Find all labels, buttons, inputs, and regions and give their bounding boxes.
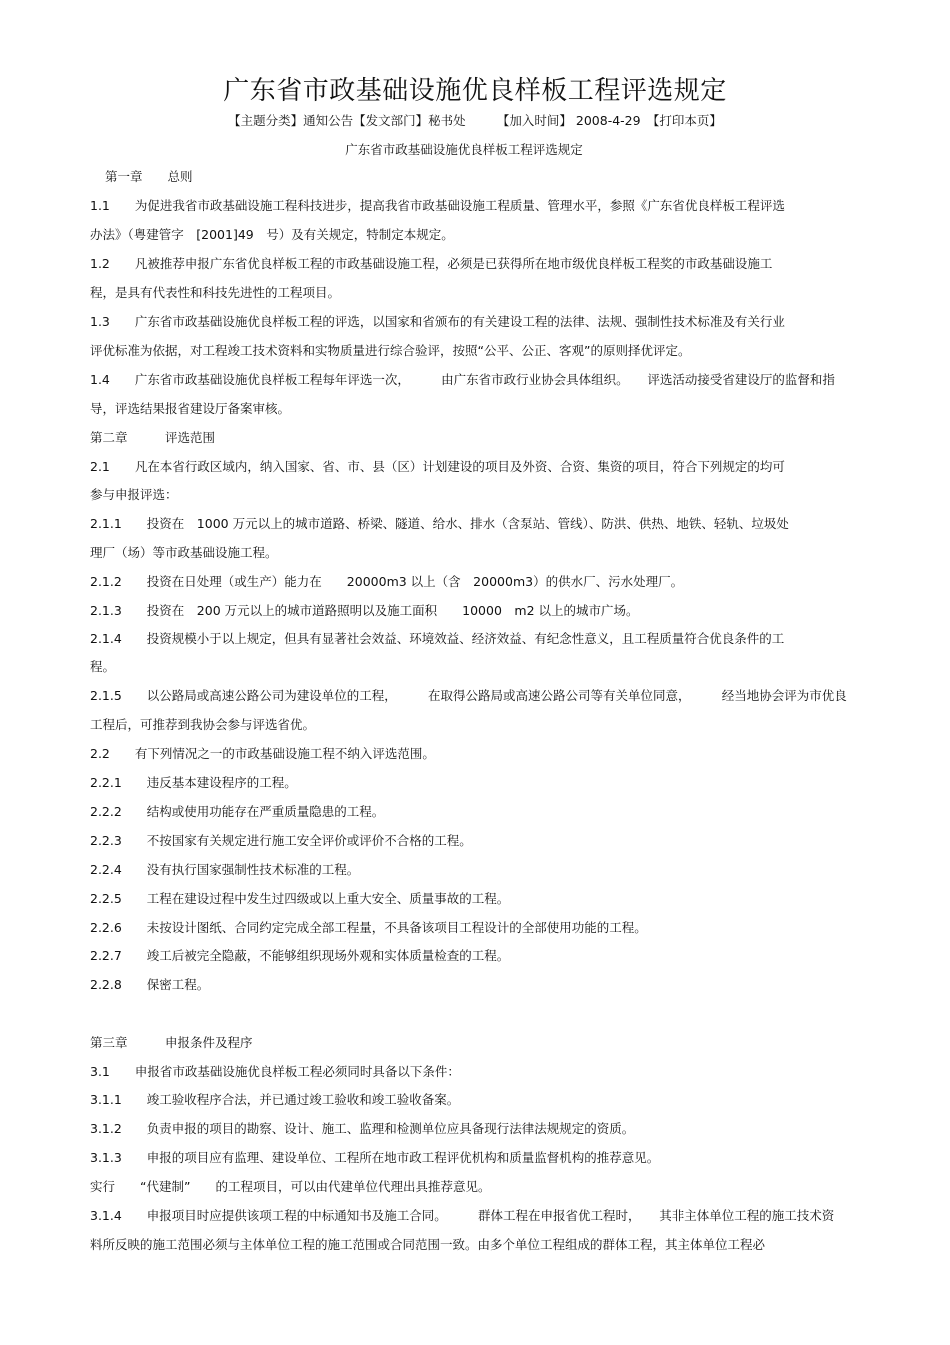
text-line: 2.1.5 以公路局或高速公路公司为建设单位的工程， 在取得公路局或高速公路公司等有关单位同意， 经当地协会评为市优良 — [90, 688, 847, 703]
text-line: 导，评选结果报省建设厅备案审核。 — [90, 401, 291, 416]
document-title: 广东省市政基础设施优良样板工程评选规定 — [223, 76, 727, 106]
text-line: 2.2.1 违反基本建设程序的工程。 — [90, 775, 297, 790]
text-line: 1.2 凡被推荐申报广东省优良样板工程的市政基础设施工程，必须是已获得所在地市级优良样板工程奖的市政基础设施工 — [90, 256, 773, 271]
text-line: 办法》（粤建管字 [2001]49 号）及有关规定，特制定本规定。 — [90, 227, 454, 242]
text-line: 1.1 为促进我省市政基础设施工程科技进步，提高我省市政基础设施工程质量、管理水平，参照《广东省优良样板工程评选 — [90, 198, 785, 213]
text-line: 2.2.2 结构或使用功能存在严重质量隐患的工程。 — [90, 804, 385, 819]
text-line: 3.1.1 竣工验收程序合法，并已通过竣工验收和竣工验收备案。 — [90, 1092, 460, 1107]
text-line: 2.2 有下列情况之一的市政基础设施工程不纳入评选范围。 — [90, 746, 435, 761]
text-line: 2.1.3 投资在 200 万元以上的城市道路照明以及施工面积 10000 m2 以上的城市广场。 — [90, 603, 639, 618]
text-line: 2.2.4 没有执行国家强制性技术标准的工程。 — [90, 862, 360, 877]
text-line: 料所反映的施工范围必须与主体单位工程的施工范围或合同范围一致。由多个单位工程组成的群体工程，其主体单位工程必 — [90, 1237, 766, 1252]
chapter-heading: 第二章 评选范围 — [90, 430, 216, 445]
text-line: 3.1.3 申报的项目应有监理、建设单位、工程所在地市政工程评优机构和质量监督机构的推荐意见。 — [90, 1150, 660, 1165]
chapter-heading: 第三章 申报条件及程序 — [90, 1035, 253, 1050]
text-line: 3.1.2 负责申报的项目的勘察、设计、施工、监理和检测单位应具备现行法律法规规定的资质。 — [90, 1121, 635, 1136]
text-line: 3.1 申报省市政基础设施优良样板工程必须同时具备以下条件： — [90, 1064, 460, 1079]
text-line: 2.1.4 投资规模小于以上规定，但具有显著社会效益、环境效益、经济效益、有纪念性意义，且工程质量符合优良条件的工 — [90, 631, 785, 646]
text-line: 程。 — [90, 659, 116, 674]
text-line: 2.2.6 未按设计图纸、合同约定完成全部工程量，不具备该项目工程设计的全部使用功能的工程。 — [90, 920, 647, 935]
text-line: 1.3 广东省市政基础设施优良样板工程的评选，以国家和省颁布的有关建设工程的法律、法规、强制性技术标准及有关行业 — [90, 314, 785, 329]
document-subtitle: 广东省市政基础设施优良样板工程评选规定 — [345, 142, 583, 157]
text-line: 评优标准为依据，对工程竣工技术资料和实物质量进行综合验评，按照“公平、公正、客观”的原则择优评定。 — [90, 343, 691, 358]
text-line: 2.2.8 保密工程。 — [90, 977, 210, 992]
text-line: 参与申报评选： — [90, 487, 178, 502]
text-line: 理厂（场）等市政基础设施工程。 — [90, 545, 278, 560]
text-line: 1.4 广东省市政基础设施优良样板工程每年评选一次， 由广东省市政行业协会具体组织。 评选活动接受省建设厅的监督和指 — [90, 372, 835, 387]
text-line: 2.1.1 投资在 1000 万元以上的城市道路、桥梁、隧道、给水、排水（含泵站、管线）、防洪、供热、地铁、轻轨、垃圾处 — [90, 516, 789, 531]
text-line: 3.1.4 申报项目时应提供该项工程的中标通知书及施工合同。 群体工程在申报省优工程时， 其非主体单位工程的施工技术资 — [90, 1208, 835, 1223]
document-meta: 【主题分类】通知公告【发文部门】秘书处 【加入时间】 2008-4-29 【打印本页】 — [228, 113, 722, 128]
text-line: 工程后，可推荐到我协会参与评选省优。 — [90, 717, 316, 732]
text-line: 实行 “代建制” 的工程项目，可以由代建单位代理出具推荐意见。 — [90, 1179, 491, 1194]
text-line: 2.1 凡在本省行政区域内，纳入国家、省、市、县（区）计划建设的项目及外资、合资、集资的项目，符合下列规定的均可 — [90, 459, 785, 474]
text-line: 程，是具有代表性和科技先进性的工程项目。 — [90, 285, 341, 300]
text-line: 2.2.7 竣工后被完全隐蔽，不能够组织现场外观和实体质量检查的工程。 — [90, 948, 510, 963]
text-line: 2.2.5 工程在建设过程中发生过四级或以上重大安全、质量事故的工程。 — [90, 891, 510, 906]
chapter-heading: 第一章 总则 — [105, 169, 193, 184]
text-line: 2.2.3 不按国家有关规定进行施工安全评价或评价不合格的工程。 — [90, 833, 472, 848]
text-line: 2.1.2 投资在日处理（或生产）能力在 20000m3 以上（含 20000m3）的供水厂、污水处理厂。 — [90, 574, 684, 589]
